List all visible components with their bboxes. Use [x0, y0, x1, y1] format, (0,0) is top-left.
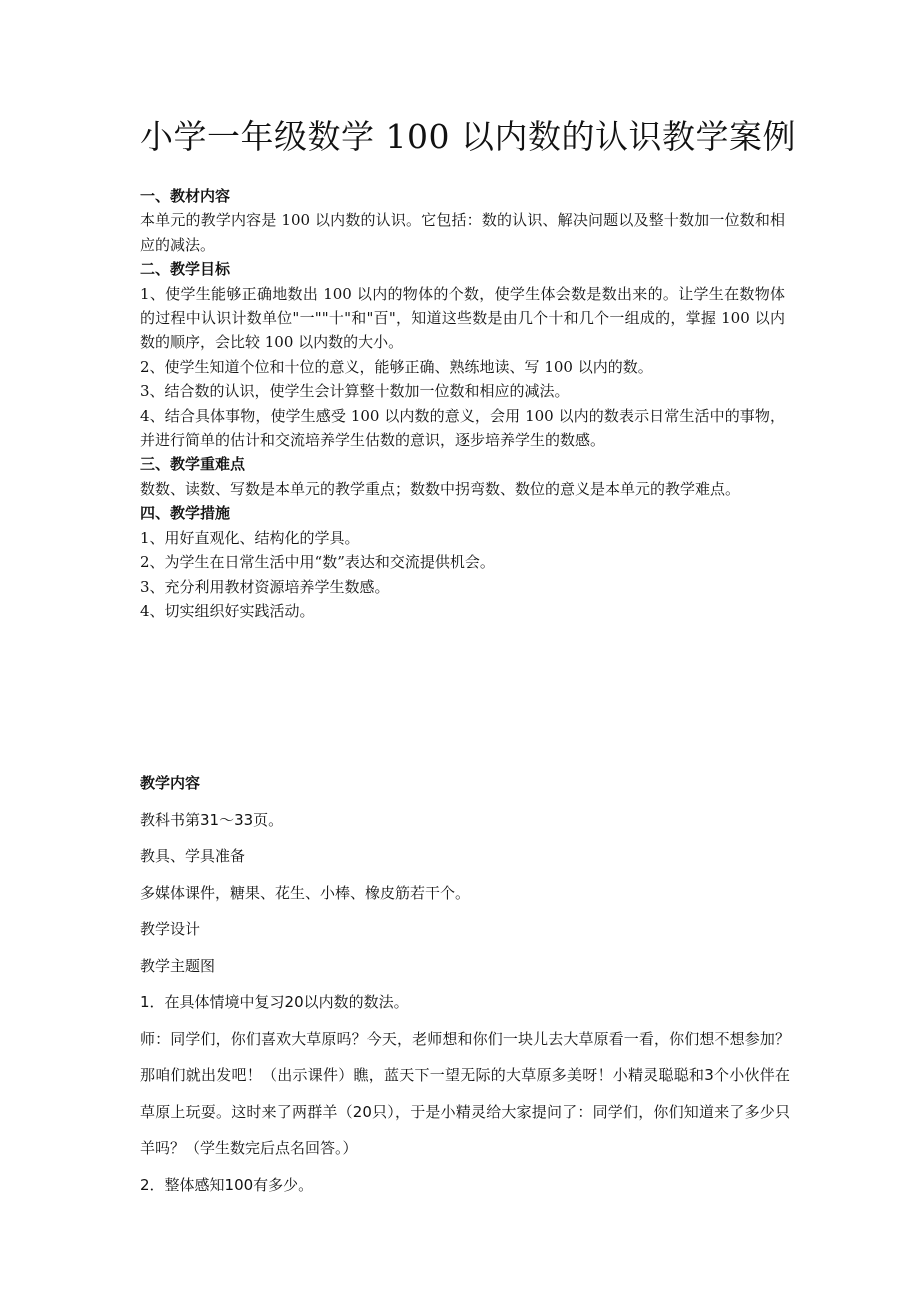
document-title: 小学一年级数学 100 以内数的认识教学案例	[140, 117, 796, 156]
measure-item-2: 2、为学生在日常生活中用“数”表达和交流提供机会。	[140, 553, 495, 572]
heading-teaching-measures: 四、教学措施	[140, 504, 231, 523]
measure-item-3: 3、充分利用教材资源培养学生数感。	[140, 577, 390, 596]
teacher-dialogue: 师：同学们，你们喜欢大草原吗？今天，老师想和你们一块儿去大草原看一看，你们想不想参加？那咱们就出发吧！（出示课件）瞧，蓝天下一望无际的大草原多美呀！小精灵聪聪和3个小伙伴在草原上玩耍。这时来了两群羊（20只），于是小精灵给大家提问了：同学们，你们知道来了多少只羊吗？（学生数完后点名回答。）	[140, 1029, 790, 1157]
measure-item-4: 4、切实组织好实践活动。	[140, 601, 315, 620]
goal-item-1: 1、使学生能够正确地数出 100 以内的物体的个数，使学生体会数是数出来的。让学生在数物体的过程中认识计数单位"一""十"和"百"，知道这些数是由几个十和几个一组成的，掌握 100 以内数的顺序，会比较 100 以内数的大小。	[140, 284, 785, 352]
heading-theme-picture: 教学主题图	[140, 956, 216, 975]
goal-item-4: 4、结合具体事物，使学生感受 100 以内数的意义，会用 100 以内的数表示日常生活中的事物，并进行简单的估计和交流培养学生估数的意识，逐步培养学生的数感。	[140, 406, 785, 450]
textbook-pages: 教科书第31～33页。	[140, 810, 284, 829]
heading-key-points: 三、教学重难点	[140, 455, 246, 474]
goal-item-2: 2、使学生知道个位和十位的意义，能够正确、熟练地读、写 100 以内的数。	[140, 357, 653, 376]
heading-materials: 教具、学具准备	[140, 847, 246, 865]
step-1: 1．在具体情境中复习20以内数的数法。	[140, 993, 409, 1011]
heading-lesson-content: 教学内容	[140, 774, 201, 792]
lesson-design-section	[140, 765, 790, 1203]
heading-teaching-content: 一、教材内容	[140, 187, 231, 205]
heading-teaching-goals: 二、教学目标	[140, 260, 231, 279]
paragraph-key-points: 数数、读数、写数是本单元的教学重点；数数中拐弯数、数位的意义是本单元的教学难点。	[140, 479, 741, 498]
lesson-plan-overview	[140, 184, 785, 623]
measure-item-1: 1、用好直观化、结构化的学具。	[140, 528, 360, 547]
materials-list: 多媒体课件，糖果、花生、小棒、橡皮筋若干个。	[140, 883, 471, 902]
heading-lesson-design: 教学设计	[140, 920, 201, 938]
step-2: 2．整体感知100有多少。	[140, 1175, 314, 1194]
paragraph-content: 本单元的教学内容是 100 以内数的认识。它包括：数的认识、解决问题以及整十数加一位数和相应的减法。	[140, 211, 785, 254]
goal-item-3: 3、结合数的认识，使学生会计算整十数加一位数和相应的减法。	[140, 382, 570, 401]
